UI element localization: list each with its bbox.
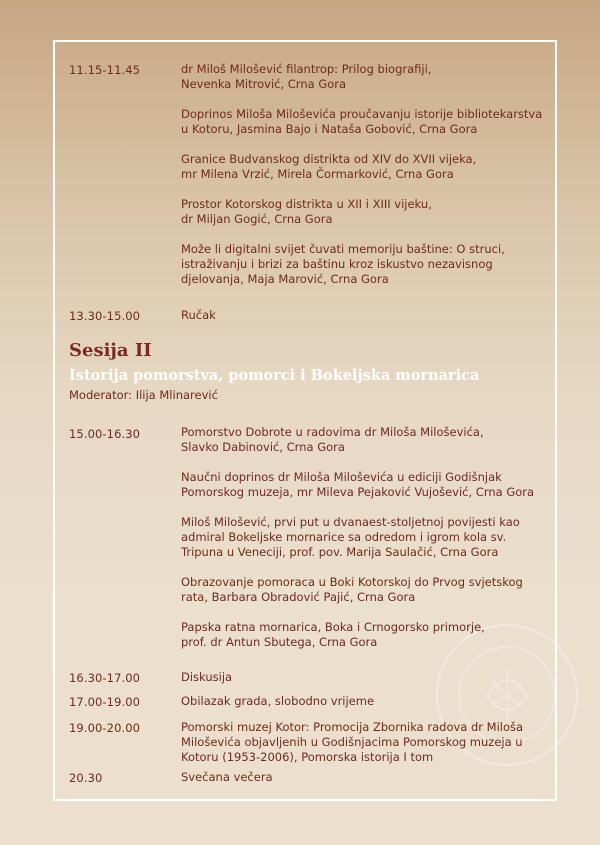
agenda-item: Doprinos Miloša Miloševića proučavanju istorije bibliotekarstva u Kotoru, Jasmina Bajo i Nataša Gobović, Crna Gora	[181, 107, 543, 136]
session-moderator: Moderator: Ilija Mlinarević	[69, 388, 218, 402]
agenda-item: Miloš Milošević, prvi put u dvanaest-stoljetnoj povijesti kao admiral Bokeljske mornarice sa odredom i igrom kola sv. Tripuna u Veneciji, prof. pov. Marija Saulačić, Crna Gora	[181, 515, 520, 559]
agenda-item: Pomorski muzej Kotor: Promocija Zbornika radova dr Miloša Miloševića objavljenih u Godišnjacima Pomorskog muzeja u Kotoru (1953-2006), Pomorska istorija I tom	[181, 720, 524, 764]
agenda-item: Obilazak grada, slobodno vrijeme	[181, 694, 375, 708]
agenda-item: Naučni doprinos dr Miloša Miloševića u ediciji Godišnjak Pomorskog muzeja, mr Mileva Pejaković Vujošević, Crna Gora	[181, 470, 535, 499]
time-slot: 20.30	[69, 771, 103, 785]
session-title: Sesija II	[69, 340, 152, 361]
time-slot: 13.30-15.00	[69, 309, 141, 323]
time-slot: 11.15-11.45	[69, 63, 141, 77]
session-subtitle: Istorija pomorstva, pomorci i Bokeljska mornarica	[69, 367, 480, 384]
agenda-item: Pomorstvo Dobrote u radovima dr Miloša Miloševića, Slavko Dabinović, Crna Gora	[181, 425, 484, 454]
agenda-item: Može li digitalni svijet čuvati memoriju baštine: O struci, istraživanju i brizi za baštinu kroz iskustvo nezavisnog djelovanja, Maja Marović, Crna Gora	[181, 242, 505, 286]
time-slot: 19.00-20.00	[69, 721, 141, 735]
agenda-item: Prostor Kotorskog distrikta u XII i XIII vijeku, dr Miljan Gogić, Crna Gora	[181, 197, 432, 226]
time-slot: 17.00-19.00	[69, 695, 141, 709]
agenda-item: Ručak	[181, 308, 216, 322]
time-slot: 15.00-16.30	[69, 427, 141, 441]
time-slot: 16.30-17.00	[69, 671, 141, 685]
agenda-item: dr Miloš Milošević filantrop: Prilog biografiji, Nevenka Mitrović, Crna Gora	[181, 62, 432, 91]
agenda-item: Granice Budvanskog distrikta od XIV do XVII vijeka, mr Milena Vrzić, Mirela Čormarković, Crna Gora	[181, 152, 477, 181]
agenda-item: Papska ratna mornarica, Boka i Crnogorsko primorje, prof. dr Antun Sbutega, Crna Gora	[181, 620, 485, 649]
agenda-item: Diskusija	[181, 670, 233, 684]
agenda-item: Svečana večera	[181, 770, 273, 784]
agenda-item: Obrazovanje pomoraca u Boki Kotorskoj do Prvog svjetskog rata, Barbara Obradović Pajić, Crna Gora	[181, 575, 523, 604]
